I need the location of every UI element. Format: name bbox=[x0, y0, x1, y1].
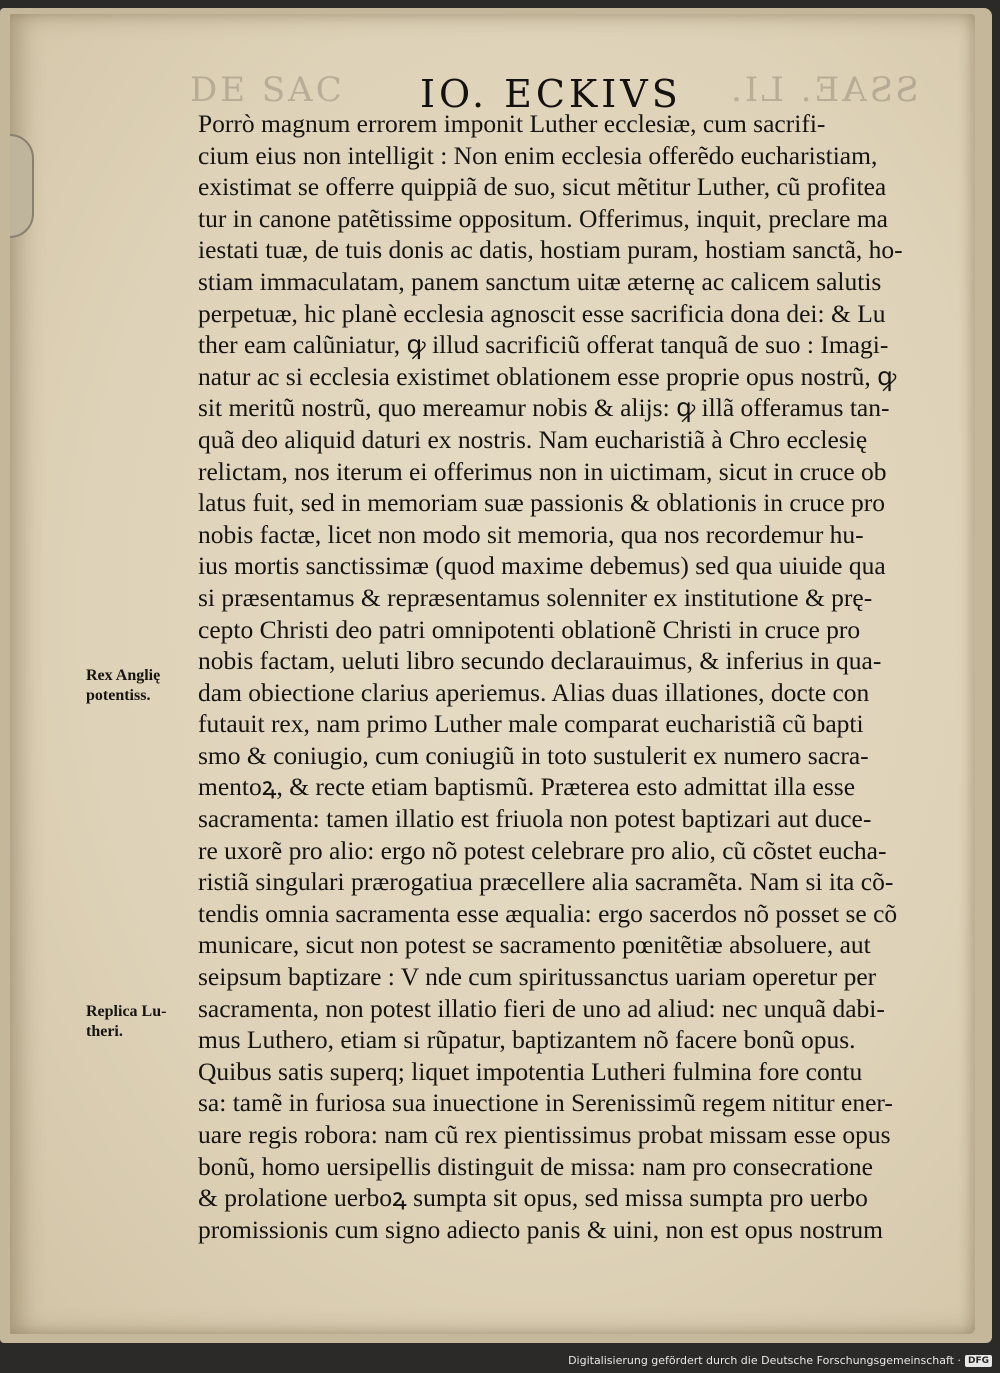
text-line: ther eam calũniatur, ꝙ illud sacrificiũ offerat tanquã de suo : Imagi- bbox=[198, 330, 889, 360]
text-line: sit meritũ nostrũ, quo mereamur nobis & alijs: ꝙ illã offeramus tan- bbox=[198, 393, 890, 423]
text-line: tendis omnia sacramenta esse æqualia: ergo sacerdos nõ posset se cõ bbox=[198, 898, 898, 928]
margin-note-line: theri. bbox=[86, 1023, 123, 1040]
text-line: uare regis robora: nam cũ rex pientissimus probat missam esse opus bbox=[198, 1120, 891, 1149]
text-line: relictam, nos iterum ei offerimus non in uictimam, sicut in cruce ob bbox=[198, 456, 887, 486]
text-line: municare, sicut non potest se sacramento pœnitẽtiæ absoluere, aut bbox=[198, 930, 871, 960]
text-line: si præsentamus & repræsentamus solenniter ex institutione & prę- bbox=[198, 582, 873, 612]
text-line: re uxorẽ pro alio: ergo nõ potest celebrare pro alio, cũ cõstet eucha- bbox=[198, 835, 887, 865]
text-line: promissionis cum signo adiecto panis & uini, non est opus nostrum bbox=[198, 1214, 883, 1244]
text-line: nobis factam, ueluti libro secundo declarauimus, & inferius in qua- bbox=[198, 646, 882, 676]
text-line: cepto Christi deo patri omnipotenti oblationẽ Christi in cruce pro bbox=[198, 614, 861, 644]
margin-note-line: Rex Anglię bbox=[86, 667, 161, 684]
text-line: ius mortis sanctissimæ (quod maxime debemus) sed qua uiuide qua bbox=[198, 551, 886, 581]
text-line: sa: tamẽ in furiosa sua inuectione in Serenissimũ regem nititur ener- bbox=[198, 1088, 893, 1118]
text-line: quã deo aliquid daturi ex nostris. Nam eucharistiã à Chro ecclesię bbox=[198, 424, 868, 454]
bleed-through-right: SSAE. LI. bbox=[728, 70, 919, 110]
margin-note-replica-lutheri bbox=[86, 1002, 196, 1042]
text-line: & prolatione uerboꝝ sumpta sit opus, sed missa sumpta pro uerbo bbox=[198, 1183, 868, 1213]
text-line: latus fuit, sed in memoriam suæ passionis & oblationis in cruce pro bbox=[198, 488, 885, 518]
text-line: smo & coniugio, cum coniugiũ in toto sustulerit ex numero sacra- bbox=[198, 740, 869, 770]
text-line: nobis factæ, licet non modo sit memoria, qua nos recordemur hu- bbox=[198, 519, 864, 549]
text-line: Quibus satis superq; liquet impotentia Lutheri fulmina fore contu bbox=[198, 1056, 863, 1086]
bleed-through-left: DE SAC bbox=[190, 70, 345, 110]
text-line: dam obiectione clarius aperiemus. Alias duas illationes, docte con bbox=[198, 677, 870, 707]
margin-note-line: Replica Lu- bbox=[86, 1003, 167, 1020]
page-header: IO. ECKIVS bbox=[420, 72, 682, 116]
text-line: futauit rex, nam primo Luther male comparat eucharistiã cũ bapti bbox=[198, 709, 864, 739]
text-line: mus Luthero, etiam si rũpatur, baptizantem nõ facere bonũ opus. bbox=[198, 1025, 856, 1055]
text-line: stiam immaculatam, panem sanctum uitæ æternę ac calicem salutis bbox=[198, 266, 882, 296]
digitization-footer bbox=[568, 1354, 992, 1367]
text-line: sacramenta, non potest illatio fieri de uno ad aliud: nec unquã dabi- bbox=[198, 993, 885, 1023]
text-line: sacramenta: tamen illatio est friuola non potest baptizari aut duce- bbox=[198, 804, 872, 834]
text-line: Porrò magnum errorem imponit Luther ecclesiæ, cum sacrifi- bbox=[198, 109, 826, 138]
margin-note-rex-angliae bbox=[86, 666, 196, 706]
text-line: bonũ, homo uersipellis distinguit de missa: nam pro consecratione bbox=[198, 1151, 873, 1181]
text-line: cium eius non intelligit : Non enim ecclesia offerẽdo eucharistiam, bbox=[198, 140, 878, 170]
text-line: iestati tuæ, de tuis donis ac datis, hostiam puram, hostiam sanctã, ho- bbox=[198, 235, 903, 265]
body-text bbox=[198, 108, 903, 1245]
footer-text: Digitalisierung gefördert durch die Deutsche Forschungsgemeinschaft · bbox=[568, 1354, 961, 1367]
text-line: mentoꝝ, & recte etiam baptismũ. Præterea esto admittat illa esse bbox=[198, 772, 856, 802]
margin-note-line: potentiss. bbox=[86, 687, 151, 704]
text-line: existimat se offerre quippiã de suo, sicut mẽtitur Luther, cũ profitea bbox=[198, 172, 887, 202]
text-line: seipsum baptizare : V nde cum spiritussanctus uariam operetur per bbox=[198, 962, 877, 992]
binding-tab bbox=[10, 134, 34, 238]
text-line: ristiã singulari prærogatiua præcellere alia sacramẽta. Nam si ita cõ- bbox=[198, 867, 894, 897]
text-line: tur in canone patẽtissime oppositum. Offerimus, inquit, preclare ma bbox=[198, 203, 888, 233]
dfg-logo: DFG bbox=[965, 1355, 992, 1367]
text-line: natur ac si ecclesia existimet oblationem esse proprie opus nostrũ, ꝙ bbox=[198, 361, 897, 391]
text-line: perpetuæ, hic planè ecclesia agnoscit esse sacrificia dona dei: & Lu bbox=[198, 298, 886, 328]
